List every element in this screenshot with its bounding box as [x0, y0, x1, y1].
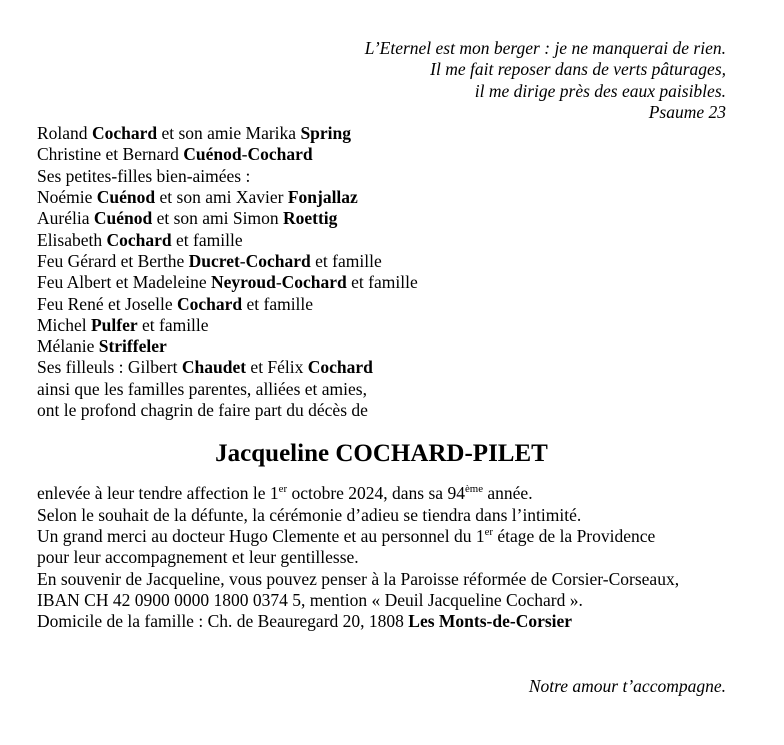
deceased-name-title: Jacqueline COCHARD-PILET [215, 440, 548, 468]
text-run: Christine et Bernard [37, 144, 184, 165]
text-run: Feu Gérard et Berthe [37, 250, 189, 271]
text-run: et son ami Simon [152, 208, 283, 229]
surname-bold: Cuénod [93, 208, 153, 229]
surname-bold: Cochard [247, 144, 313, 165]
announcement-details [37, 483, 726, 632]
text-run: Psaume 23 [648, 101, 726, 122]
surname-bold: Pulfer [90, 314, 138, 335]
text-run: - [241, 144, 248, 165]
text-run: - [275, 272, 282, 293]
surname-bold: Cochard [176, 293, 243, 314]
text-run: ont le profond chagrin de faire part du décès de [37, 400, 368, 421]
text-line [37, 102, 726, 123]
psalm-quote [37, 38, 726, 123]
surname-bold: Cochard [307, 357, 373, 378]
text-run: et famille [310, 250, 382, 271]
text-run: il me dirige près des eaux paisibles. [474, 80, 726, 101]
surname-bold: Cochard [281, 272, 347, 293]
text-run: Un grand merci au docteur Hugo Clemente et au personnel du 1 [37, 525, 485, 546]
text-run: Mélanie [37, 336, 99, 357]
text-run: L’Eternel est mon berger : je ne manquerai de rien. [364, 38, 726, 58]
ordinal-superscript: er [484, 526, 494, 539]
text-line [37, 315, 726, 336]
text-line [37, 230, 726, 251]
text-run: Feu Albert et Madeleine [37, 272, 211, 293]
text-line [37, 272, 726, 293]
surname-bold: Fonjallaz [287, 187, 358, 208]
surname-bold: Cuénod [183, 144, 242, 165]
family-list [37, 123, 726, 421]
text-run: - [239, 250, 246, 271]
text-run: année. [483, 483, 533, 504]
text-run: En souvenir de Jacqueline, vous pouvez penser à la Paroisse réformée de Corsier-Corseaux, [37, 568, 680, 589]
text-line [37, 611, 726, 632]
text-run: et famille [346, 272, 418, 293]
text-run: étage de la Providence [493, 525, 656, 546]
text-run: Noémie [37, 187, 97, 208]
text-run: Il me fait reposer dans de verts pâturages, [430, 59, 726, 80]
surname-bold: Ducret [188, 250, 240, 271]
text-run: ainsi que les familles parentes, alliées et amies, [37, 378, 367, 399]
text-line [37, 590, 726, 611]
text-line [37, 208, 726, 229]
text-run: et famille [137, 314, 209, 335]
closing-phrase: Notre amour t’accompagne. [528, 676, 726, 697]
text-line [37, 294, 726, 315]
text-run: Michel [37, 314, 91, 335]
text-line [37, 336, 726, 357]
text-run: octobre 2024, dans sa 94 [287, 483, 465, 504]
text-line [37, 251, 726, 272]
text-run: enlevée à leur tendre affection le 1 [37, 483, 279, 504]
text-line [37, 526, 726, 547]
text-line [37, 81, 726, 102]
text-line [37, 59, 726, 80]
text-run: et Félix [246, 357, 308, 378]
surname-bold: Cuénod [96, 187, 156, 208]
surname-bold: Striffeler [98, 336, 167, 357]
text-run: Elisabeth [37, 229, 107, 250]
text-run: Aurélia [37, 208, 94, 229]
text-run: Feu René et Joselle [37, 293, 177, 314]
surname-bold: Neyroud [210, 272, 276, 293]
text-run: Selon le souhait de la défunte, la cérémonie d’adieu se tiendra dans l’intimité. [37, 504, 582, 525]
text-run: Ses filleuls : Gilbert [37, 357, 182, 378]
text-line [37, 144, 726, 165]
text-line [37, 379, 726, 400]
text-line [37, 547, 726, 568]
surname-bold: Cochard [106, 229, 172, 250]
text-run: pour leur accompagnement et leur gentillesse. [37, 547, 359, 568]
text-run: et son ami Xavier [155, 187, 288, 208]
text-run: et son amie Marika [157, 123, 301, 144]
text-line [37, 483, 726, 504]
surname-bold: Les Monts-de-Corsier [408, 611, 573, 632]
text-run: Roland [37, 123, 92, 144]
surname-bold: Chaudet [181, 357, 247, 378]
text-line [37, 357, 726, 378]
text-line [37, 400, 726, 421]
surname-bold: Spring [300, 123, 352, 144]
text-run: Ses petites-filles bien-aimées : [37, 165, 251, 186]
surname-bold: Roettig [282, 208, 338, 229]
text-run: et famille [171, 229, 243, 250]
ordinal-superscript: ème [464, 483, 484, 496]
text-run: IBAN CH 42 0900 0000 1800 0374 5, mention « Deuil Jacqueline Cochard ». [37, 589, 583, 610]
text-line [37, 166, 726, 187]
text-line [37, 505, 726, 526]
ordinal-superscript: er [278, 483, 288, 496]
surname-bold: Cochard [245, 250, 311, 271]
text-line [37, 123, 726, 144]
text-run: Domicile de la famille : Ch. de Beauregard 20, 1808 [37, 611, 409, 632]
text-run: et famille [242, 293, 314, 314]
surname-bold: Cochard [91, 123, 158, 144]
text-line [37, 38, 726, 59]
text-line [37, 187, 726, 208]
text-line [37, 569, 726, 590]
